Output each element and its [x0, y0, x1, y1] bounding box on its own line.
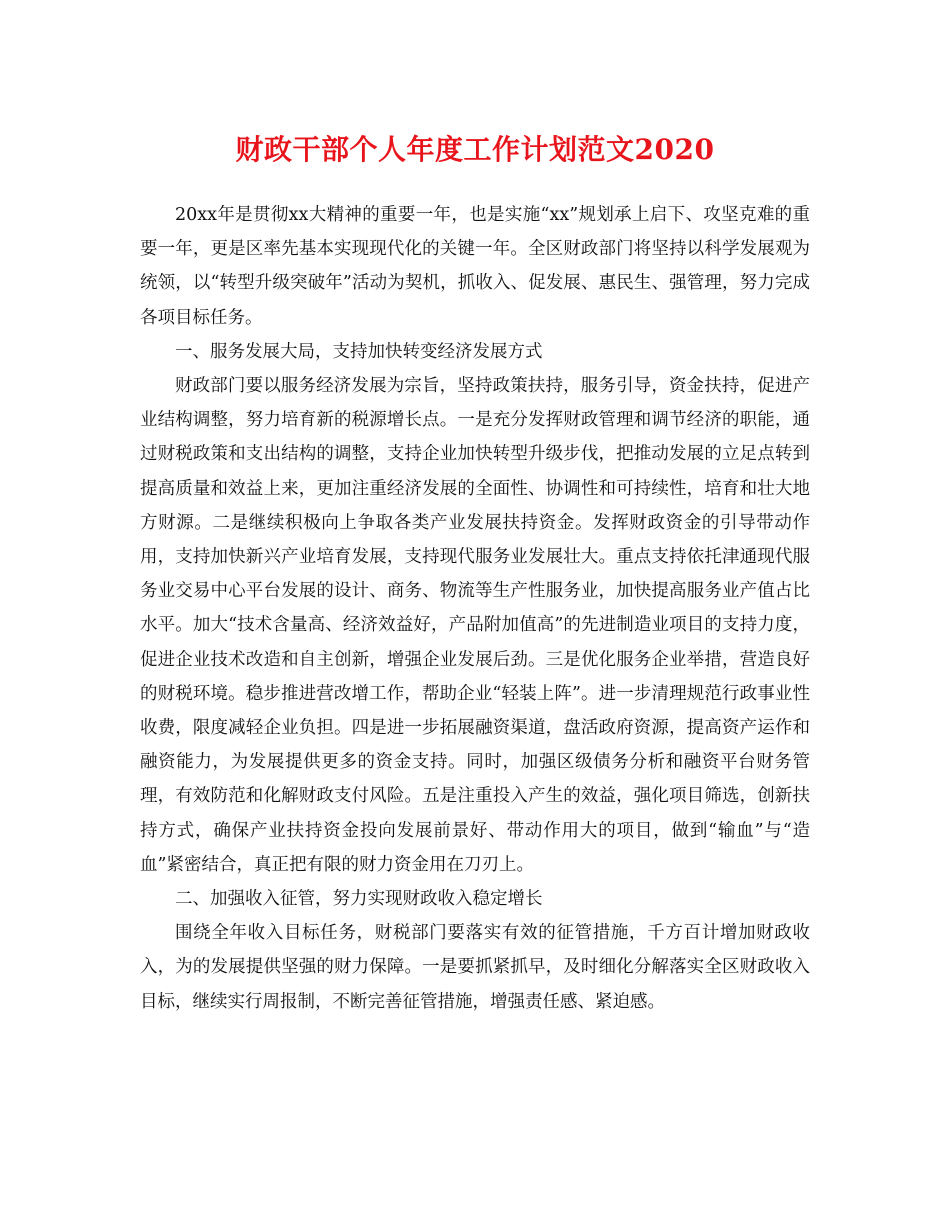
section-2-paragraph: 围绕全年收入目标任务，财税部门要落实有效的征管措施，千方百计增加财政收入，为的发展提供坚强的财力保障。一是要抓紧抓早，及时细化分解落实全区财政收入目标，继续实行周报制，不断完善征管措施，增强责任感、紧迫感。 [140, 923, 810, 1012]
intro-paragraph: 20xx年是贯彻xx大精神的重要一年，也是实施“xx”规划承上启下、攻坚克难的重要一年，更是区率先基本实现现代化的关键一年。全区财政部门将坚持以科学发展观为统领，以“转型升级突破年”活动为契机，抓收入、促发展、惠民生、强管理，努力完成各项目标任务。 [140, 205, 810, 328]
document-title: 财政干部个人年度工作计划范文2020 [235, 133, 715, 166]
section-1-paragraph: 财政部门要以服务经济发展为宗旨，坚持政策扶持，服务引导，资金扶持，促进产业结构调整，努力培育新的税源增长点。一是充分发挥财政管理和调节经济的职能，通过财税政策和支出结构的调整，支持企业加快转型升级步伐，把推动发展的立足点转到提高质量和效益上来，更加注重经济发展的全面性、协调性和可持续性，培育和壮大地方财源。二是继续积极向上争取各类产业发展扶持资金。发挥财政资金的引导带动作用，支持加快新兴产业培育发展，支持现代服务业发展壮大。重点支持依托津通现代服务业交易中心平台发展的设计、商务、物流等生产性服务业，加快提高服务业产值占比水平。加大“技术含量高、经济效益好，产品附加值高”的先进制造业项目的支持力度，促进企业技术改造和自主创新，增强企业发展后劲。三是优化服务企业举措，营造良好的财税环境。稳步推进营改增工作，帮助企业“轻装上阵”。进一步清理规范行政事业性收费，限度减轻企业负担。四是进一步拓展融资渠道，盘活政府资源，提高资产运作和融资能力，为发展提供更多的资金支持。同时，加强区级债务分析和融资平台财务管理，有效防范和化解财政支付风险。五是注重投入产生的效益，强化项目筛选，创新扶持方式，确保产业扶持资金投向发展前景好、带动作用大的项目，做到“输血”与“造血”紧密结合，真正把有限的财力资金用在刀刃上。 [140, 376, 810, 875]
document-body [140, 198, 810, 1019]
section-heading-2: 二、加强收入征管，努力实现财政收入稳定增长 [175, 889, 543, 910]
section-heading-1: 一、服务发展大局，支持加快转变经济发展方式 [175, 341, 543, 362]
